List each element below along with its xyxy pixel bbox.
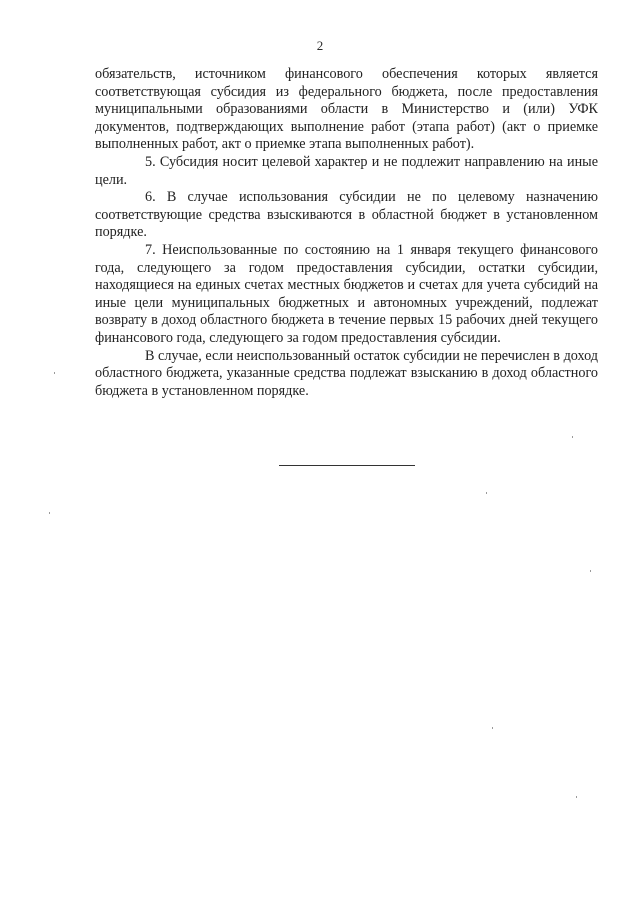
document-body <box>95 66 598 400</box>
paragraph-item-5: 5. Субсидия носит целевой характер и не подлежит направлению на иные цели. <box>95 153 598 188</box>
scan-speck <box>572 436 573 438</box>
scan-speck <box>576 796 577 798</box>
scan-speck <box>492 727 493 729</box>
scan-speck <box>54 372 55 374</box>
paragraph-item-7: 7. Неиспользованные по состоянию на 1 января текущего финансового года, следующего за годом предоставления субсидии, остатки субсидии, находящиеся на единых счетах местных бюджетов и счетах для учета субсидий на иные цели муниципальных бюджетных и автономных учреждений, подлежат возврату в доход областного бюджета в течение первых 15 рабочих дней текущего финансового года, следующего за годом предоставления субсидии. <box>95 241 598 346</box>
paragraph-item-6: 6. В случае использования субсидии не по целевому назначению соответствующие средства взыскиваются в областной бюджет в установленном порядке. <box>95 189 598 241</box>
scan-speck <box>49 512 50 514</box>
paragraph-continuation: обязательств, источником финансового обеспечения которых является соответствующая субсидия из федерального бюджета, после предоставления муниципальными образованиями области в Министерство и (или) УФК документов, подтверждающих выполнение работ (этапа работ) (акт о приемке выполненных работ, акт о приемке этапа выполненных работ). <box>95 66 598 153</box>
paragraph-final: В случае, если неиспользованный остаток субсидии не перечислен в доход областного бюджета, указанные средства подлежат взысканию в доход областного бюджета в установленном порядке. <box>95 347 598 399</box>
scan-speck <box>590 570 591 572</box>
end-of-text-line <box>279 465 415 466</box>
page-number: 2 <box>316 38 324 53</box>
scan-speck <box>486 492 487 494</box>
